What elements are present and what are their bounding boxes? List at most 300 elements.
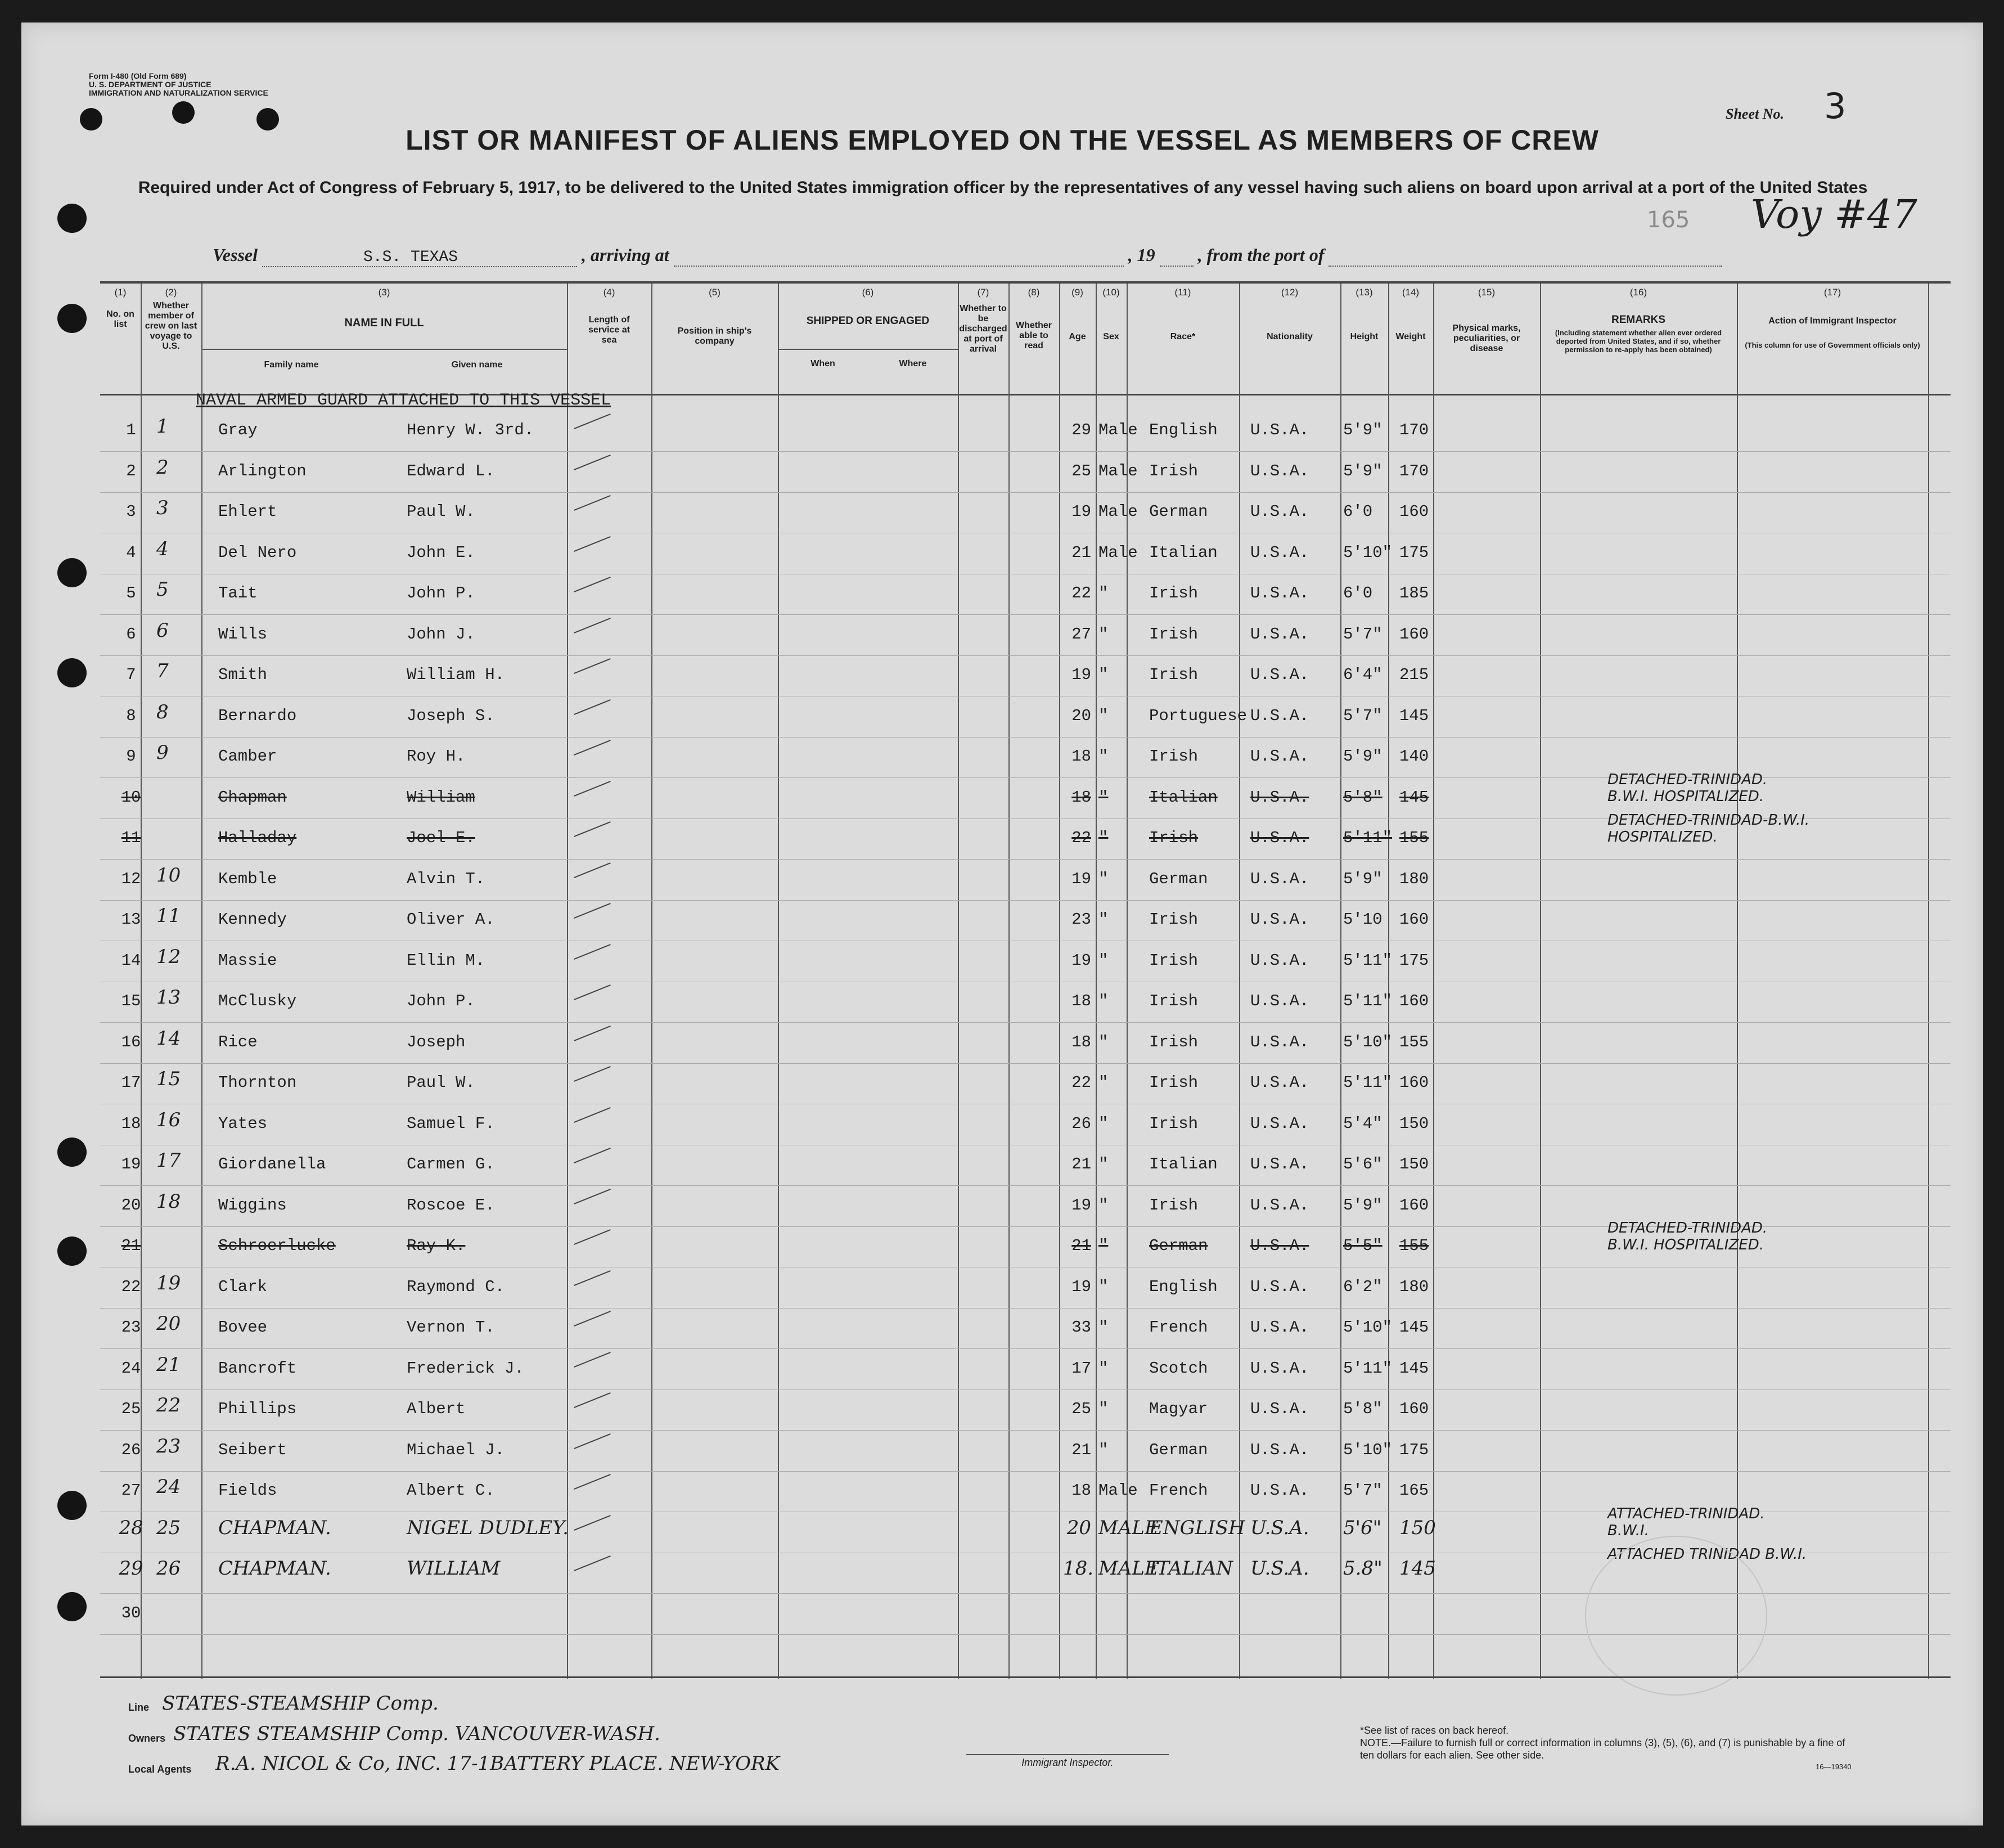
cell-sex: " [1098,747,1109,766]
col-15-label: Physical marks, peculiarities, or disease [1452,323,1521,353]
col-13-number: (13) [1355,287,1373,298]
cell-age: 18 [1071,992,1091,1010]
cell-weight: 160 [1399,624,1429,644]
cell-age: 18 [1071,1481,1091,1500]
cell-family: Seibert [218,1440,287,1459]
cell-no: 28 [119,1516,143,1539]
cell-family: Halladay [218,829,297,847]
col-7-label: Whether to be discharged at port of arrival [959,304,1007,354]
col-6-divider [778,349,958,350]
cell-family: CHAPMAN. [218,1516,331,1539]
col-3-label: NAME IN FULL [344,317,424,329]
cell-given: Samuel F. [407,1114,495,1133]
col-17-label: Action of Immigrant Inspector [1768,316,1897,326]
cell-given: Joseph S. [407,706,495,725]
cell-weight: 150 [1399,1114,1429,1133]
col-8-label: Whether able to read [1016,321,1052,350]
cell-weight: 150 [1399,1155,1429,1173]
table-row [100,574,1951,615]
cell-weight: 150 [1399,1516,1436,1539]
cell-crew: 19 [156,1271,181,1294]
col-10-number: (10) [1102,287,1120,298]
owners-value: STATES STEAMSHIP Comp. VANCOUVER-WASH. [173,1723,660,1745]
cell-weight: 215 [1399,666,1429,684]
cell-weight: 165 [1399,1481,1429,1500]
cell-crew: 25 [156,1516,181,1539]
cell-sex: " [1098,1032,1109,1051]
col-14-number: (14) [1402,287,1420,298]
table-row [100,1390,1951,1431]
cell-race: Irish [1149,666,1199,684]
cell-weight: 170 [1399,461,1429,480]
col-9-label: Age [1069,332,1086,341]
table-row [100,1220,1951,1267]
cell-sex: " [1098,706,1109,725]
cell-sex: " [1098,788,1109,807]
cell-race: Italian [1149,1155,1218,1173]
cell-height: 5'9" [1343,747,1382,766]
cell-no: 12 [121,869,141,888]
cell-crew: 21 [156,1353,181,1376]
cell-nat: U.S.A. [1250,1237,1309,1255]
cell-given: Paul W. [407,502,475,521]
cell-sex: " [1098,1277,1109,1296]
cell-family: Clark [218,1277,268,1296]
punch-hole [57,658,87,687]
cell-sex: " [1098,1440,1109,1459]
cell-crew: 26 [156,1557,181,1580]
cell-family: Ehlert [218,502,277,521]
cell-weight: 145 [1399,1318,1429,1337]
cell-given: William H. [407,666,505,684]
table-row [100,812,1951,860]
cell-nat: U.S.A. [1250,1557,1309,1580]
col-17-number: (17) [1823,287,1841,298]
cell-age: 22 [1071,829,1091,847]
table-row [100,860,1951,901]
immigrant-inspector-signature-line: Immigrant Inspector. [966,1754,1169,1769]
from-port-label: , from the port of [1197,245,1325,265]
punch-hole [57,1237,87,1266]
cell-nat: U.S.A. [1250,1481,1309,1500]
table-row [100,615,1951,656]
cell-race: ITALIAN [1149,1557,1233,1580]
cell-nat: U.S.A. [1250,1114,1309,1133]
cell-height: 5'4" [1343,1114,1382,1133]
cell-nat: U.S.A. [1250,1277,1309,1296]
cell-race: Irish [1149,461,1199,480]
cell-crew: 1 [156,415,169,438]
col-10-label: Sex [1103,332,1119,341]
col-15-number: (15) [1478,287,1496,298]
cell-family: Wills [218,624,268,644]
cell-no: 16 [121,1032,141,1051]
cell-age: 29 [1071,421,1091,439]
cell-crew: 10 [156,864,181,887]
cell-no: 11 [121,829,141,847]
manifest-sheet [21,23,1983,1825]
cell-sex: " [1098,951,1109,970]
cell-no: 20 [121,1195,141,1215]
cell-family: Arlington [218,461,307,480]
department: U. S. DEPARTMENT OF JUSTICE [89,80,211,89]
col-12-number: (12) [1281,287,1299,298]
cell-crew: 2 [156,456,169,479]
cell-race: Irish [1149,829,1199,847]
cell-no: 5 [126,584,136,602]
cell-weight: 170 [1399,421,1429,439]
cell-no: 25 [121,1400,141,1418]
punch-hole [57,204,87,233]
table-row [100,411,1951,452]
col-4-label: Length of service at sea [588,315,630,345]
cell-height: 5'7" [1343,1481,1382,1500]
cell-nat: U.S.A. [1250,1440,1309,1459]
vessel-name: S.S. TEXAS [262,249,577,267]
col-6-number: (6) [862,287,874,298]
cell-nat: U.S.A. [1250,624,1309,644]
cell-height: 5'9" [1343,421,1382,439]
col-16-sublabel: (Including statement whether alien ever ordered deported from United States, and if so, whether permission to re-apply has been obtained) [1555,329,1722,354]
cell-race: Irish [1149,624,1199,644]
cell-sex: " [1098,666,1109,684]
cell-nat: U.S.A. [1250,869,1309,888]
cell-age: 21 [1071,1440,1091,1459]
col-14-label: Weight [1395,332,1426,341]
cell-given: Ellin M. [407,951,485,970]
line-value: STATES-STEAMSHIP Comp. [162,1692,439,1715]
col-6-when-label: When [810,359,835,368]
arriving-field [674,245,1124,267]
col-3-family-label: Family name [264,360,319,370]
cell-no: 26 [121,1440,141,1459]
cell-crew: 16 [156,1108,181,1131]
col-7-number: (7) [977,287,989,298]
cell-given: Carmen G. [407,1155,495,1173]
cell-age: 25 [1071,1400,1091,1418]
table-row [100,982,1951,1023]
cell-age: 25 [1071,461,1091,480]
cell-given: Roscoe E. [407,1195,495,1215]
cell-nat: U.S.A. [1250,829,1309,847]
cell-family: Del Nero [218,543,297,562]
cell-given: Paul W. [407,1073,475,1092]
year-field [1160,245,1194,267]
cell-crew: 6 [156,619,169,642]
cell-nat: U.S.A. [1250,992,1309,1010]
col-12-label: Nationality [1267,332,1313,341]
cell-given: Michael J. [407,1440,505,1459]
cell-age: 19 [1071,951,1091,970]
col-6-where-label: Where [899,359,927,368]
cell-given: John J. [407,624,475,644]
cell-height: 6'0 [1343,502,1373,521]
cell-height: 5'10 [1343,910,1382,929]
cell-crew: 14 [156,1027,181,1050]
cell-family: Chapman [218,788,287,807]
cell-height: 5'9" [1343,869,1382,888]
cell-crew: 11 [156,905,181,927]
cell-no: 3 [126,502,136,521]
cell-race: ENGLISH [1149,1516,1245,1539]
cell-family: CHAPMAN. [218,1557,331,1580]
cell-race: Irish [1149,1073,1199,1092]
cell-nat: U.S.A. [1250,1516,1309,1539]
cell-family: Fields [218,1481,277,1500]
cell-crew: 4 [156,537,169,560]
cell-family: Schroerlucke [218,1237,336,1255]
cell-age: 26 [1071,1114,1091,1133]
cell-given: John E. [407,543,475,562]
cell-age: 19 [1071,502,1091,521]
cell-age: 18 [1071,1032,1091,1051]
cell-age: 19 [1071,869,1091,888]
cell-race: Irish [1149,1195,1199,1215]
cell-given: John P. [407,992,475,1010]
cell-age: 17 [1071,1359,1091,1378]
cell-crew: 8 [156,700,169,723]
cell-weight: 175 [1399,1440,1429,1459]
table-row [100,1104,1951,1145]
cell-age: 21 [1071,1237,1091,1255]
cell-given: Joel E. [407,829,475,847]
cell-family: Kennedy [218,910,287,929]
cell-nat: U.S.A. [1250,1359,1309,1378]
cell-family: Tait [218,584,258,602]
table-row [100,533,1951,574]
cell-given: Ray K. [407,1237,466,1255]
cell-remark: ATTACHED-TRINIDAD. B.W.I. [1607,1505,1765,1539]
cell-family: Rice [218,1032,258,1051]
cell-age: 20 [1071,706,1091,725]
col-9-number: (9) [1071,287,1083,298]
cell-no: 9 [126,747,136,766]
cell-age: 22 [1071,1073,1091,1092]
col-2-number: (2) [165,287,177,298]
col-6-label: SHIPPED OR ENGAGED [806,315,930,327]
cell-given: Vernon T. [407,1318,495,1337]
cell-age: 19 [1071,1277,1091,1296]
cell-no: 1 [126,421,136,439]
cell-given: NIGEL DUDLEY. [407,1516,569,1539]
cell-no: 17 [121,1073,141,1092]
cell-weight: 180 [1399,869,1429,888]
cell-given: Roy H. [407,747,466,766]
cell-no: 29 [119,1557,143,1580]
cell-weight: 160 [1399,1195,1429,1215]
voyage-annotation: Voy #47 [1751,191,1917,237]
cell-nat: U.S.A. [1250,747,1309,766]
cell-sex: Male [1098,421,1138,439]
cell-age: 22 [1071,584,1091,602]
cell-nat: U.S.A. [1250,910,1309,929]
cell-no: 8 [126,706,136,725]
cell-no: 23 [121,1318,141,1337]
cell-height: 5'10" [1343,1318,1393,1337]
cell-remark: DETACHED-TRINIDAD. B.W.I. HOSPITALIZED. [1607,1220,1768,1253]
cell-no: 14 [121,951,141,970]
cell-race: Irish [1149,747,1199,766]
cell-crew: 15 [156,1068,181,1090]
cell-sex: " [1098,584,1109,602]
cell-weight: 145 [1399,1557,1436,1580]
cell-race: Irish [1149,1032,1199,1051]
cell-family: Phillips [218,1400,297,1418]
cell-sex: MALE [1098,1516,1159,1539]
cell-weight: 160 [1399,1073,1429,1092]
cell-age: 33 [1071,1318,1091,1337]
cell-no: 19 [121,1155,141,1173]
cell-race: Scotch [1149,1359,1208,1378]
cell-nat: U.S.A. [1250,421,1309,439]
cell-sex: " [1098,992,1109,1010]
footer-note [1360,1724,1855,1761]
punch-hole [57,1137,87,1167]
col-1-label: No. on list [106,309,134,329]
cell-no: 22 [121,1277,141,1296]
cell-nat: U.S.A. [1250,1073,1309,1092]
col-5-number: (5) [709,287,720,298]
cell-sex: MALE [1098,1557,1159,1580]
cell-race: Italian [1149,788,1218,807]
cell-height: 5'10" [1343,1440,1393,1459]
service: IMMIGRATION AND NATURALIZATION SERVICE [89,88,268,97]
cell-age: 19 [1071,666,1091,684]
cell-weight: 160 [1399,910,1429,929]
cell-no: 13 [121,910,141,929]
cell-no: 15 [121,992,141,1010]
cell-given: Edward L. [407,461,495,480]
cell-remark: ATTACHED TRINIDAD B.W.I. [1607,1546,1807,1563]
cell-no: 18 [121,1114,141,1133]
cell-age: 23 [1071,910,1091,929]
col-1-number: (1) [114,287,127,298]
cell-crew: 22 [156,1394,181,1417]
cell-no: 27 [121,1481,141,1500]
cell-height: 5'10" [1343,543,1393,562]
cell-weight: 175 [1399,951,1429,970]
cell-sex: Male [1098,543,1138,562]
cell-height: 6'4" [1343,666,1382,684]
table-row [100,941,1951,982]
col-13-label: Height [1350,332,1379,341]
cell-nat: U.S.A. [1250,461,1309,480]
cell-age: 18 [1071,747,1091,766]
cell-age: 18. [1063,1557,1094,1580]
cell-nat: U.S.A. [1250,1195,1309,1215]
col-5-label: Position in ship's company [677,326,752,346]
col-11-label: Race* [1170,332,1196,341]
cell-height: 5'8" [1343,788,1382,807]
cell-remark: DETACHED-TRINIDAD. B.W.I. HOSPITALIZED. [1607,771,1768,805]
table-bottom-rule [100,1676,1951,1678]
cell-crew: 9 [156,741,169,764]
cell-crew: 13 [156,986,181,1009]
form-code: 16—19340 [1816,1762,1852,1771]
cell-height: 6'0 [1343,584,1373,602]
cell-given: Albert [407,1400,466,1418]
cell-race: English [1149,421,1218,439]
table-row [100,1308,1951,1349]
cell-age: 21 [1071,1155,1091,1173]
cell-remark: DETACHED-TRINIDAD-B.W.I. HOSPITALIZED. [1607,812,1810,846]
cell-crew: 12 [156,945,181,968]
cell-height: 5'5" [1343,1237,1382,1255]
sheet-number-value: 3 [1824,86,1847,127]
cell-sex: Male [1098,461,1138,480]
cell-sex: " [1098,1195,1109,1215]
cell-race: Irish [1149,910,1199,929]
cell-given: Alvin T. [407,869,485,888]
table-row [100,1267,1951,1309]
cell-no: 21 [121,1237,141,1255]
cell-height: 5'7" [1343,706,1382,725]
cell-sex: " [1098,1073,1109,1092]
cell-crew: 20 [156,1312,181,1335]
table-row [100,1431,1951,1472]
form-number: Form I-480 (Old Form 689) [89,71,187,80]
cell-crew: 18 [156,1190,181,1213]
cell-nat: U.S.A. [1250,543,1309,562]
section-heading: NAVAL ARMED GUARD ATTACHED TO THIS VESSEL [196,391,611,410]
table-row [100,1145,1951,1186]
races-note: *See list of races on back hereof. [1360,1725,1509,1736]
table-row [100,900,1951,941]
cell-no: 24 [121,1359,141,1378]
cell-weight: 160 [1399,502,1429,521]
cell-race: French [1149,1318,1208,1337]
cell-nat: U.S.A. [1250,1400,1309,1418]
sheet-number-label: Sheet No. [1726,106,1784,122]
cell-race: Irish [1149,951,1199,970]
punch-hole [57,1491,87,1520]
cell-weight: 185 [1399,584,1429,602]
cell-race: English [1149,1277,1218,1296]
cell-weight: 145 [1399,1359,1429,1378]
cell-age: 18 [1071,788,1091,807]
cell-family: Camber [218,747,277,766]
cell-age: 21 [1071,543,1091,562]
cell-given: Henry W. 3rd. [407,421,534,439]
cell-weight: 145 [1399,788,1429,807]
cell-no: 7 [126,666,136,684]
col-3-number: (3) [378,287,390,298]
cell-race: Irish [1149,584,1199,602]
cell-nat: U.S.A. [1250,502,1309,521]
cell-crew: 7 [156,660,169,682]
cell-family: Kemble [218,869,277,888]
cell-nat: U.S.A. [1250,666,1309,684]
cell-height: 5'8" [1343,1400,1382,1418]
punch-hole [57,304,87,333]
cell-sex: " [1098,1237,1109,1255]
cell-no: 30 [121,1603,141,1622]
punch-hole [57,1592,87,1621]
faint-circular-stamp [1585,1536,1767,1696]
cell-family: Bernardo [218,706,297,725]
cell-height: 5'6" [1343,1155,1382,1173]
cell-sex: " [1098,1318,1109,1337]
col-11-number: (11) [1174,287,1191,298]
punch-hole [57,558,87,587]
cell-sex: " [1098,1155,1109,1173]
table-row [100,696,1951,738]
vessel-line [213,245,1956,273]
cell-given: Albert C. [407,1481,495,1500]
col-4-number: (4) [603,287,615,298]
cell-nat: U.S.A. [1250,706,1309,725]
cell-weight: 140 [1399,747,1429,766]
